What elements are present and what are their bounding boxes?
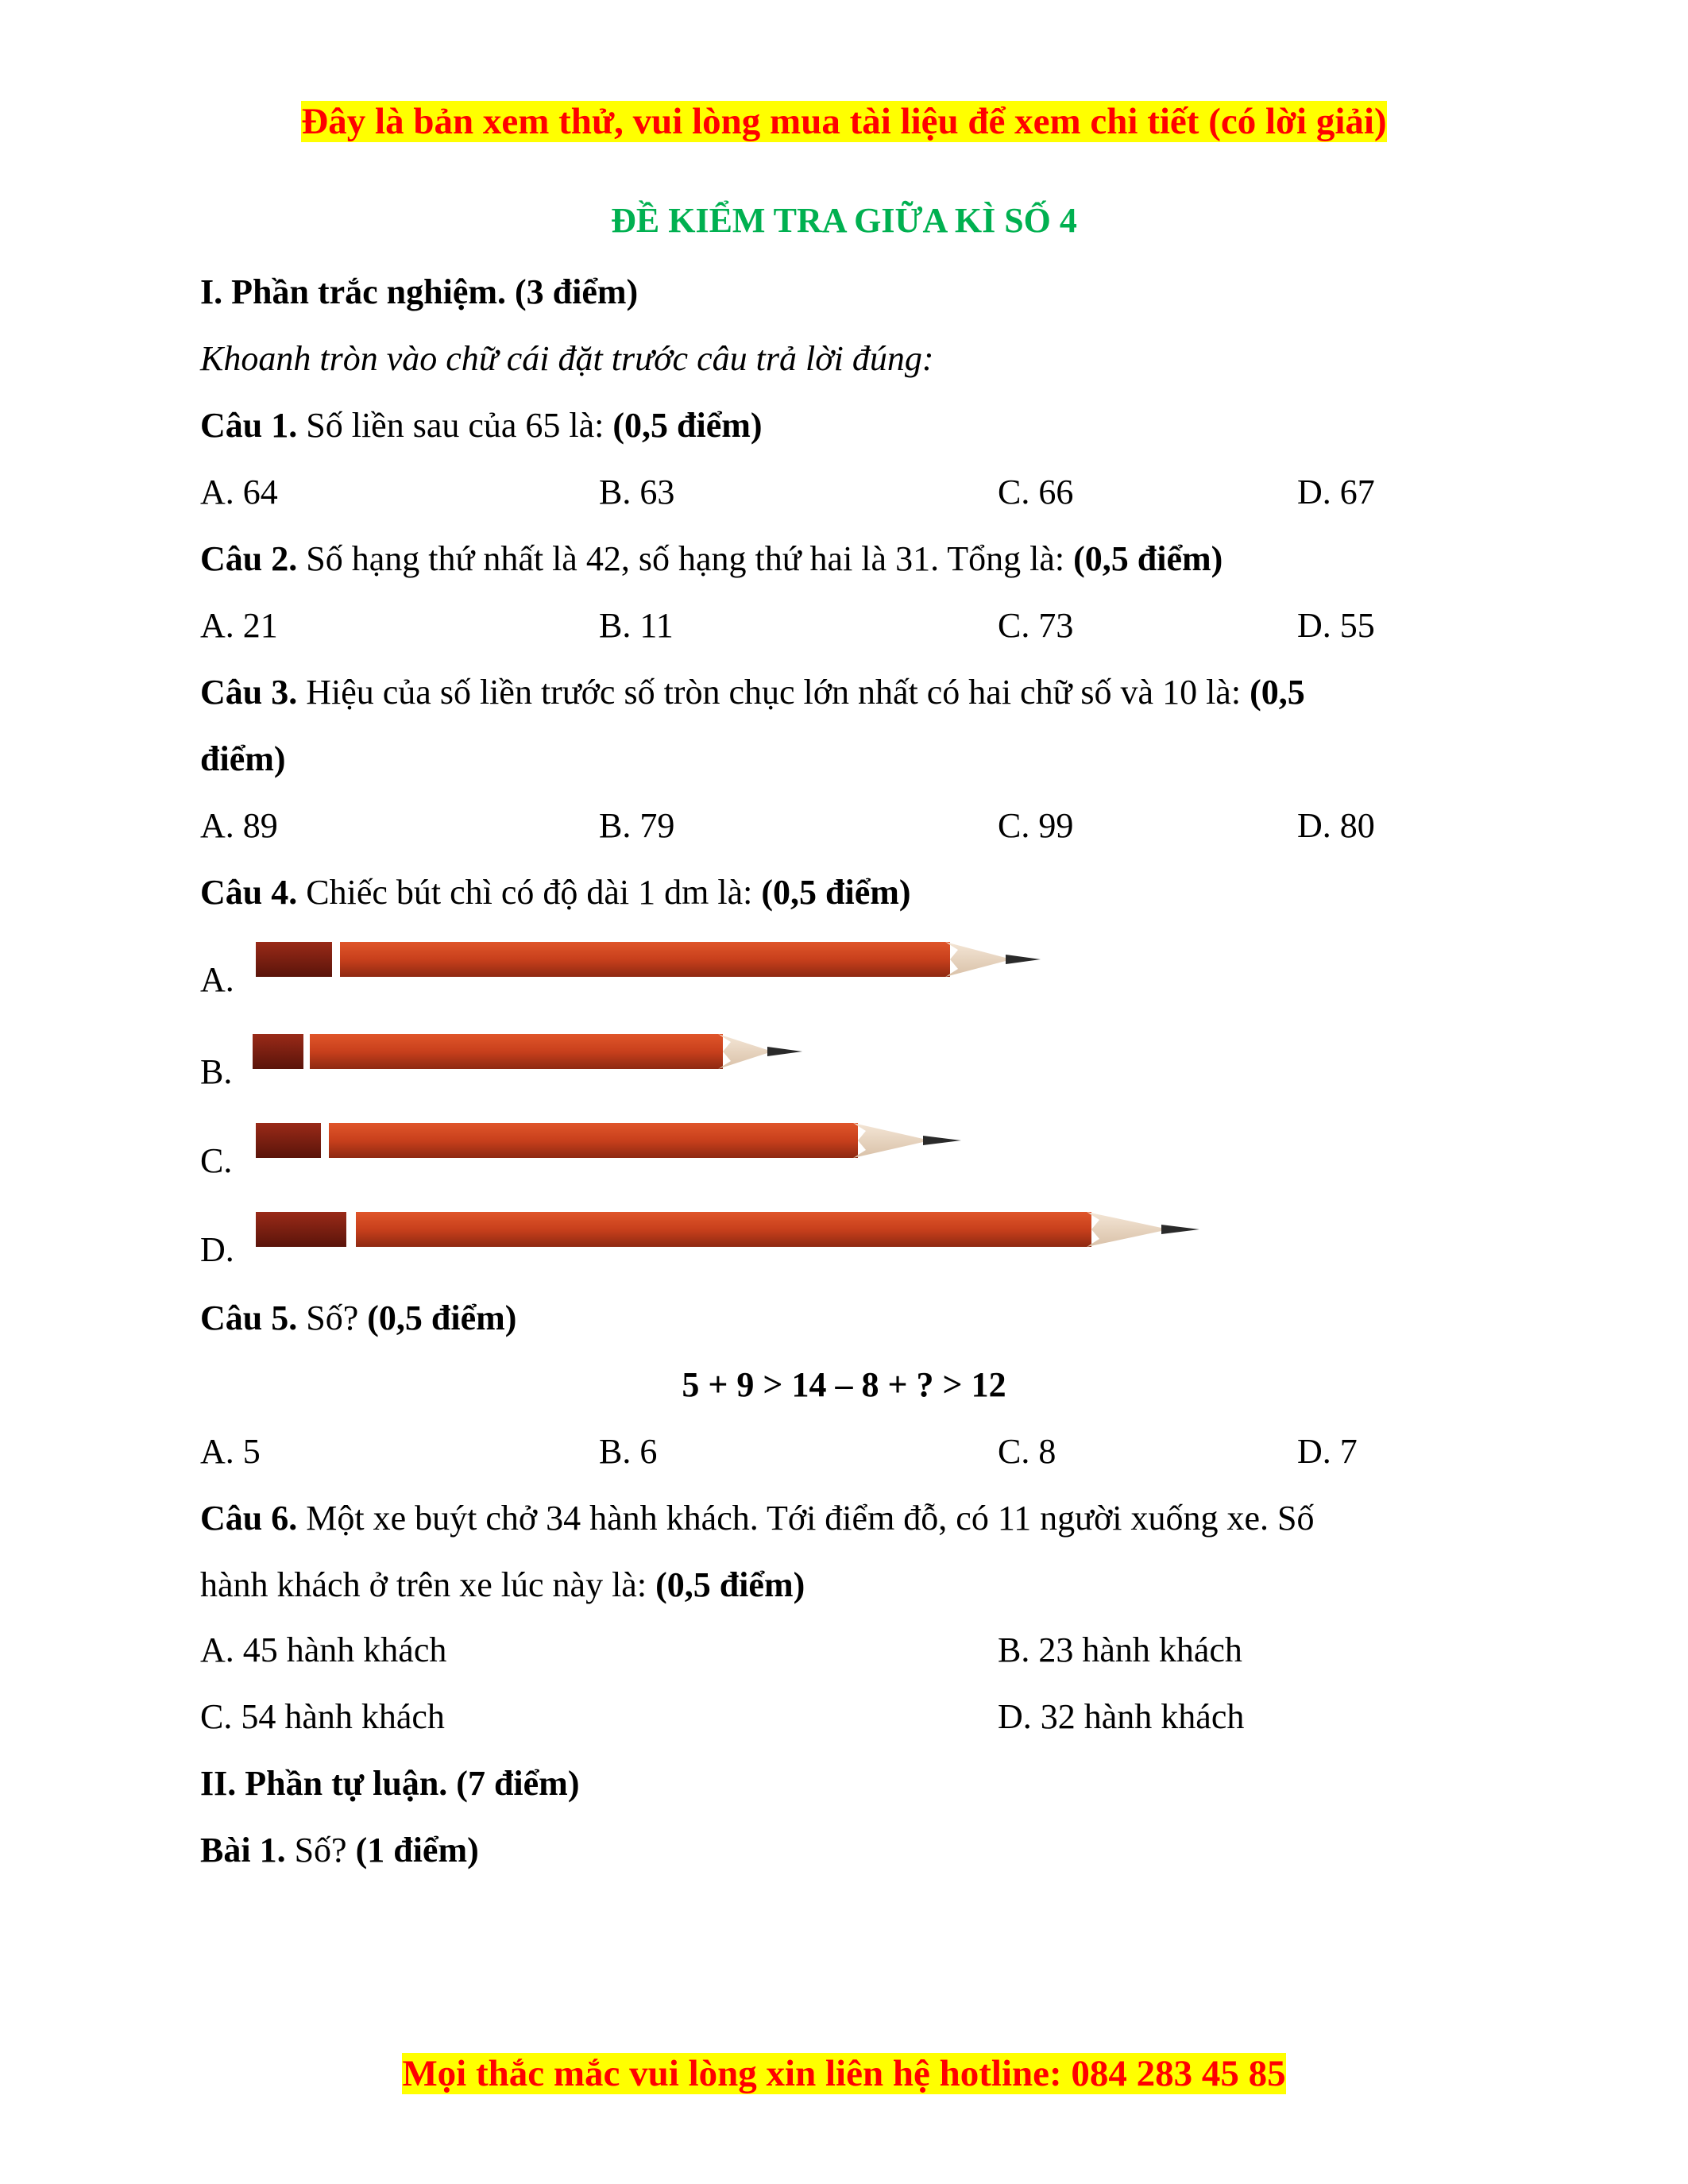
question-4-label: Câu 4. bbox=[200, 873, 298, 912]
question-6-text-a: Một xe buýt chở 34 hành khách. Tới điểm đỗ, có 11 người xuống xe. Số bbox=[297, 1499, 1315, 1538]
question-4-option-d: D. bbox=[200, 1230, 234, 1269]
question-4-points: (0,5 điểm) bbox=[761, 873, 911, 912]
hotline-text: Mọi thắc mắc vui lòng xin liên hệ hotline: 084 283 45 85 bbox=[402, 2053, 1286, 2094]
question-5 bbox=[200, 1295, 516, 1342]
question-3-option-d: D. 80 bbox=[1297, 806, 1375, 845]
question-1-option-c: C. 66 bbox=[998, 473, 1074, 511]
question-4-option-b: B. bbox=[200, 1052, 233, 1091]
exercise-1-text: Số? bbox=[285, 1831, 356, 1870]
question-6-option-a: A. 45 hành khách bbox=[200, 1630, 447, 1669]
question-3-option-c: C. 99 bbox=[998, 806, 1074, 845]
question-6-option-d: D. 32 hành khách bbox=[998, 1697, 1245, 1736]
question-2-option-c: C. 73 bbox=[998, 606, 1074, 645]
part1-heading: I. Phần trắc nghiệm. (3 điểm) bbox=[200, 272, 639, 311]
question-6-points: (0,5 điểm) bbox=[655, 1565, 805, 1604]
question-2-option-a: A. 21 bbox=[200, 606, 278, 645]
question-4-option-a: A. bbox=[200, 960, 234, 999]
question-2-option-b: B. 11 bbox=[599, 606, 674, 645]
question-6-text-b: hành khách ở trên xe lúc này là: bbox=[200, 1565, 656, 1604]
part1-instruction: Khoanh tròn vào chữ cái đặt trước câu trả lời đúng: bbox=[200, 339, 934, 378]
question-6-line-2 bbox=[200, 1561, 805, 1609]
question-5-option-a: A. 5 bbox=[200, 1432, 261, 1471]
question-5-expression: 5 + 9 > 14 – 8 + ? > 12 bbox=[682, 1365, 1006, 1404]
question-5-points: (0,5 điểm) bbox=[367, 1298, 517, 1337]
question-2-text: Số hạng thứ nhất là 42, số hạng thứ hai là 31. Tổng là: bbox=[297, 539, 1074, 578]
question-5-option-b: B. 6 bbox=[599, 1432, 658, 1471]
pencil-c bbox=[256, 1123, 961, 1158]
exercise-1 bbox=[200, 1827, 479, 1874]
question-3-option-a: A. 89 bbox=[200, 806, 278, 845]
question-4-text: Chiếc bút chì có độ dài 1 dm là: bbox=[297, 873, 762, 912]
question-6 bbox=[200, 1495, 1315, 1542]
question-6-option-b: B. 23 hành khách bbox=[998, 1630, 1242, 1669]
question-1-option-d: D. 67 bbox=[1297, 473, 1375, 511]
question-6-label: Câu 6. bbox=[200, 1499, 298, 1538]
question-2-option-d: D. 55 bbox=[1297, 606, 1375, 645]
question-3-points-a: (0,5 bbox=[1250, 673, 1305, 712]
question-4-option-c: C. bbox=[200, 1141, 233, 1180]
preview-notice-text: Đây là bản xem thử, vui lòng mua tài liệu để xem chi tiết (có lời giải) bbox=[301, 101, 1387, 142]
question-2-label: Câu 2. bbox=[200, 539, 298, 578]
question-1-option-b: B. 63 bbox=[599, 473, 675, 511]
question-3-points-b: điểm) bbox=[200, 739, 286, 778]
question-2-points: (0,5 điểm) bbox=[1073, 539, 1223, 578]
question-1-option-a: A. 64 bbox=[200, 473, 278, 511]
question-1-text: Số liền sau của 65 là: bbox=[297, 406, 613, 445]
pencil-b bbox=[253, 1034, 802, 1069]
pencil-d bbox=[256, 1212, 1199, 1247]
question-1-points: (0,5 điểm) bbox=[612, 406, 763, 445]
pencil-a bbox=[256, 942, 1041, 977]
question-3-text: Hiệu của số liền trước số tròn chục lớn nhất có hai chữ số và 10 là: bbox=[297, 673, 1250, 712]
question-5-option-d: D. 7 bbox=[1297, 1432, 1358, 1471]
part2-heading: II. Phần tự luận. (7 điểm) bbox=[200, 1764, 580, 1803]
question-3-label: Câu 3. bbox=[200, 673, 298, 712]
question-1-label: Câu 1. bbox=[200, 406, 298, 445]
question-3-option-b: B. 79 bbox=[599, 806, 675, 845]
exercise-1-points: (1 điểm) bbox=[355, 1831, 479, 1870]
question-6-option-c: C. 54 hành khách bbox=[200, 1697, 445, 1736]
exercise-1-label: Bài 1. bbox=[200, 1831, 286, 1870]
exam-title: ĐỀ KIỂM TRA GIỮA KÌ SỐ 4 bbox=[611, 201, 1077, 240]
question-5-text: Số? bbox=[297, 1298, 368, 1337]
question-5-label: Câu 5. bbox=[200, 1298, 298, 1337]
question-5-option-c: C. 8 bbox=[998, 1432, 1056, 1471]
hotline-footer bbox=[0, 2049, 1688, 2098]
